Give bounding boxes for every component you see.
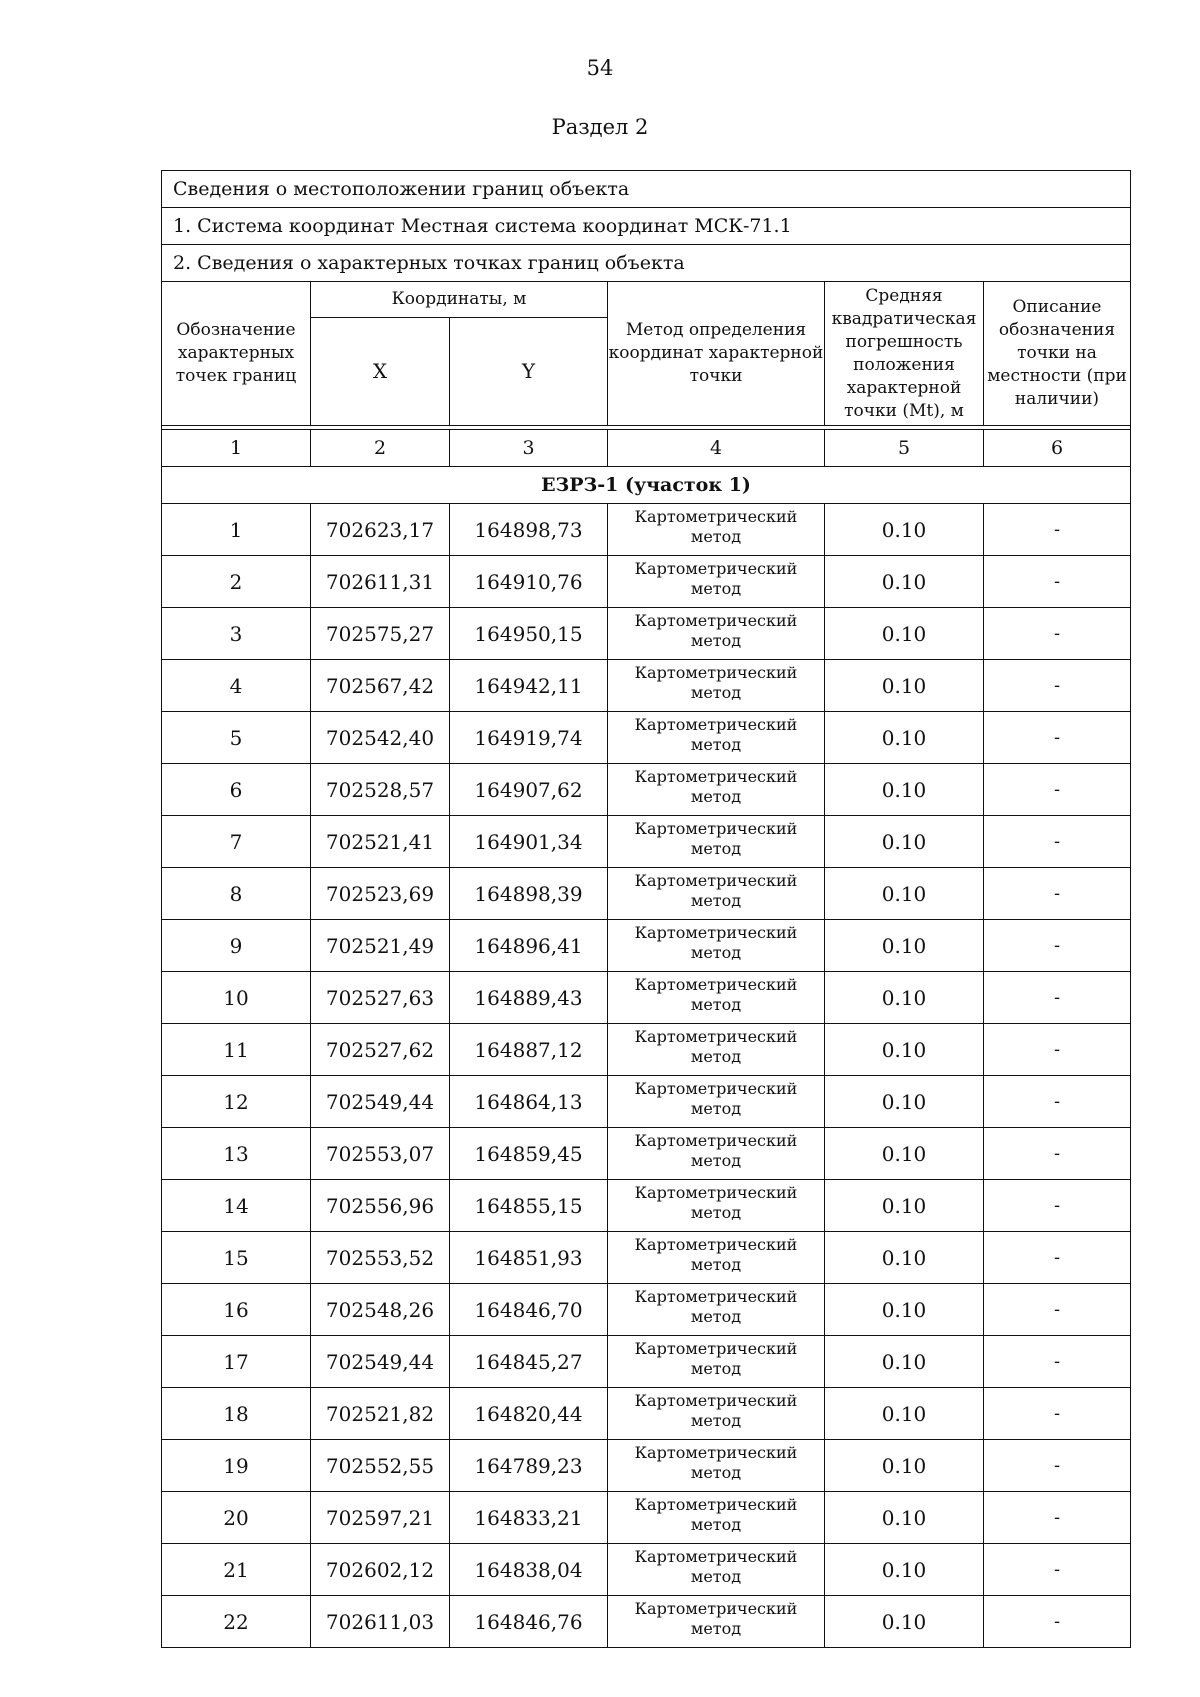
method-cell: Картометрический метод xyxy=(608,504,825,556)
method-cell: Картометрический метод xyxy=(608,556,825,608)
method-cell: Картометрический метод xyxy=(608,1180,825,1232)
description-cell: - xyxy=(984,868,1131,920)
y-coordinate-cell: 164901,34 xyxy=(450,816,608,868)
y-coordinate-cell: 164859,45 xyxy=(450,1128,608,1180)
description-cell: - xyxy=(984,1440,1131,1492)
header-x: X xyxy=(311,318,450,426)
table-row xyxy=(162,1388,1131,1440)
mean-error-cell: 0.10 xyxy=(825,868,984,920)
point-number-cell: 20 xyxy=(162,1492,311,1544)
page-number: 54 xyxy=(586,56,614,80)
point-number-cell: 1 xyxy=(162,504,311,556)
description-cell: - xyxy=(984,920,1131,972)
mean-error-cell: 0.10 xyxy=(825,1232,984,1284)
table-row xyxy=(162,556,1131,608)
method-cell: Картометрический метод xyxy=(608,1544,825,1596)
description-cell: - xyxy=(984,712,1131,764)
header-method: Метод определения координат характерной точки xyxy=(608,282,825,426)
point-number-cell: 11 xyxy=(162,1024,311,1076)
method-cell: Картометрический метод xyxy=(608,660,825,712)
mean-error-cell: 0.10 xyxy=(825,972,984,1024)
y-coordinate-cell: 164838,04 xyxy=(450,1544,608,1596)
column-number: 2 xyxy=(311,430,450,467)
description-cell: - xyxy=(984,1284,1131,1336)
x-coordinate-cell: 702523,69 xyxy=(311,868,450,920)
mean-error-cell: 0.10 xyxy=(825,712,984,764)
table-row xyxy=(162,1024,1131,1076)
info-coordinate-system: 1. Система координат Местная система координат МСК-71.1 xyxy=(162,208,1131,245)
y-coordinate-cell: 164896,41 xyxy=(450,920,608,972)
mean-error-cell: 0.10 xyxy=(825,1024,984,1076)
table-row xyxy=(162,972,1131,1024)
x-coordinate-cell: 702548,26 xyxy=(311,1284,450,1336)
point-number-cell: 9 xyxy=(162,920,311,972)
y-coordinate-cell: 164864,13 xyxy=(450,1076,608,1128)
mean-error-cell: 0.10 xyxy=(825,1076,984,1128)
x-coordinate-cell: 702623,17 xyxy=(311,504,450,556)
x-coordinate-cell: 702527,62 xyxy=(311,1024,450,1076)
table-row xyxy=(162,868,1131,920)
method-cell: Картометрический метод xyxy=(608,712,825,764)
info-location: Сведения о местоположении границ объекта xyxy=(162,171,1131,208)
mean-error-cell: 0.10 xyxy=(825,1388,984,1440)
y-coordinate-cell: 164789,23 xyxy=(450,1440,608,1492)
method-cell: Картометрический метод xyxy=(608,1388,825,1440)
x-coordinate-cell: 702527,63 xyxy=(311,972,450,1024)
method-cell: Картометрический метод xyxy=(608,920,825,972)
method-cell: Картометрический метод xyxy=(608,1024,825,1076)
y-coordinate-cell: 164950,15 xyxy=(450,608,608,660)
x-coordinate-cell: 702556,96 xyxy=(311,1180,450,1232)
table-row xyxy=(162,1492,1131,1544)
x-coordinate-cell: 702549,44 xyxy=(311,1076,450,1128)
mean-error-cell: 0.10 xyxy=(825,764,984,816)
column-number: 5 xyxy=(825,430,984,467)
description-cell: - xyxy=(984,1596,1131,1648)
y-coordinate-cell: 164820,44 xyxy=(450,1388,608,1440)
point-number-cell: 21 xyxy=(162,1544,311,1596)
y-coordinate-cell: 164942,11 xyxy=(450,660,608,712)
description-cell: - xyxy=(984,1544,1131,1596)
description-cell: - xyxy=(984,1180,1131,1232)
info-row-points xyxy=(162,245,1131,282)
description-cell: - xyxy=(984,608,1131,660)
section-title: Раздел 2 xyxy=(551,115,649,139)
point-number-cell: 7 xyxy=(162,816,311,868)
method-cell: Картометрический метод xyxy=(608,972,825,1024)
header-description: Описание обозначения точки на местности (при наличии) xyxy=(984,282,1131,426)
table-row xyxy=(162,1336,1131,1388)
x-coordinate-cell: 702552,55 xyxy=(311,1440,450,1492)
column-number-row xyxy=(162,430,1131,467)
point-number-cell: 19 xyxy=(162,1440,311,1492)
method-cell: Картометрический метод xyxy=(608,868,825,920)
x-coordinate-cell: 702542,40 xyxy=(311,712,450,764)
group-title: ЕЗРЗ-1 (участок 1) xyxy=(162,467,1131,504)
table-row xyxy=(162,712,1131,764)
point-number-cell: 4 xyxy=(162,660,311,712)
method-cell: Картометрический метод xyxy=(608,1232,825,1284)
table-row xyxy=(162,1232,1131,1284)
x-coordinate-cell: 702611,31 xyxy=(311,556,450,608)
table-row xyxy=(162,920,1131,972)
y-coordinate-cell: 164855,15 xyxy=(450,1180,608,1232)
mean-error-cell: 0.10 xyxy=(825,1180,984,1232)
description-cell: - xyxy=(984,972,1131,1024)
mean-error-cell: 0.10 xyxy=(825,816,984,868)
mean-error-cell: 0.10 xyxy=(825,1336,984,1388)
boundary-points-table xyxy=(161,170,1131,1648)
table-row xyxy=(162,1180,1131,1232)
info-row-location xyxy=(162,171,1131,208)
method-cell: Картометрический метод xyxy=(608,1076,825,1128)
mean-error-cell: 0.10 xyxy=(825,1492,984,1544)
mean-error-cell: 0.10 xyxy=(825,1544,984,1596)
table-row xyxy=(162,1596,1131,1648)
point-number-cell: 15 xyxy=(162,1232,311,1284)
mean-error-cell: 0.10 xyxy=(825,1128,984,1180)
y-coordinate-cell: 164898,73 xyxy=(450,504,608,556)
x-coordinate-cell: 702597,21 xyxy=(311,1492,450,1544)
column-number: 4 xyxy=(608,430,825,467)
point-number-cell: 16 xyxy=(162,1284,311,1336)
mean-error-cell: 0.10 xyxy=(825,1440,984,1492)
x-coordinate-cell: 702553,52 xyxy=(311,1232,450,1284)
table-row xyxy=(162,1544,1131,1596)
table-body xyxy=(162,171,1131,1648)
point-number-cell: 14 xyxy=(162,1180,311,1232)
description-cell: - xyxy=(984,1336,1131,1388)
description-cell: - xyxy=(984,764,1131,816)
method-cell: Картометрический метод xyxy=(608,764,825,816)
table-row xyxy=(162,1076,1131,1128)
header-y: Y xyxy=(450,318,608,426)
y-coordinate-cell: 164846,70 xyxy=(450,1284,608,1336)
point-number-cell: 18 xyxy=(162,1388,311,1440)
info-characteristic-points: 2. Сведения о характерных точках границ объекта xyxy=(162,245,1131,282)
point-number-cell: 13 xyxy=(162,1128,311,1180)
mean-error-cell: 0.10 xyxy=(825,504,984,556)
point-number-cell: 3 xyxy=(162,608,311,660)
point-number-cell: 10 xyxy=(162,972,311,1024)
table-row xyxy=(162,660,1131,712)
x-coordinate-cell: 702611,03 xyxy=(311,1596,450,1648)
description-cell: - xyxy=(984,1024,1131,1076)
y-coordinate-cell: 164910,76 xyxy=(450,556,608,608)
header-coordinates: Координаты, м xyxy=(311,282,608,318)
description-cell: - xyxy=(984,1388,1131,1440)
table-row xyxy=(162,608,1131,660)
column-number: 6 xyxy=(984,430,1131,467)
x-coordinate-cell: 702602,12 xyxy=(311,1544,450,1596)
y-coordinate-cell: 164846,76 xyxy=(450,1596,608,1648)
description-cell: - xyxy=(984,556,1131,608)
point-number-cell: 17 xyxy=(162,1336,311,1388)
y-coordinate-cell: 164889,43 xyxy=(450,972,608,1024)
y-coordinate-cell: 164919,74 xyxy=(450,712,608,764)
method-cell: Картометрический метод xyxy=(608,816,825,868)
method-cell: Картометрический метод xyxy=(608,1336,825,1388)
header-point-designation: Обозначение характерных точек границ xyxy=(162,282,311,426)
column-number: 1 xyxy=(162,430,311,467)
method-cell: Картометрический метод xyxy=(608,608,825,660)
header-row-top xyxy=(162,282,1131,318)
info-row-coordinate-system xyxy=(162,208,1131,245)
description-cell: - xyxy=(984,816,1131,868)
point-number-cell: 12 xyxy=(162,1076,311,1128)
y-coordinate-cell: 164898,39 xyxy=(450,868,608,920)
x-coordinate-cell: 702528,57 xyxy=(311,764,450,816)
table-row xyxy=(162,1128,1131,1180)
method-cell: Картометрический метод xyxy=(608,1492,825,1544)
group-row xyxy=(162,467,1131,504)
mean-error-cell: 0.10 xyxy=(825,556,984,608)
y-coordinate-cell: 164907,62 xyxy=(450,764,608,816)
description-cell: - xyxy=(984,1232,1131,1284)
table-row xyxy=(162,764,1131,816)
table-row xyxy=(162,816,1131,868)
table-row xyxy=(162,1440,1131,1492)
point-number-cell: 22 xyxy=(162,1596,311,1648)
y-coordinate-cell: 164851,93 xyxy=(450,1232,608,1284)
description-cell: - xyxy=(984,1076,1131,1128)
description-cell: - xyxy=(984,504,1131,556)
mean-error-cell: 0.10 xyxy=(825,660,984,712)
x-coordinate-cell: 702521,41 xyxy=(311,816,450,868)
column-number: 3 xyxy=(450,430,608,467)
header-mean-error: Средняя квадратическая погрешность положения характерной точки (Mt), м xyxy=(825,282,984,426)
x-coordinate-cell: 702567,42 xyxy=(311,660,450,712)
mean-error-cell: 0.10 xyxy=(825,1596,984,1648)
x-coordinate-cell: 702553,07 xyxy=(311,1128,450,1180)
point-number-cell: 8 xyxy=(162,868,311,920)
point-number-cell: 6 xyxy=(162,764,311,816)
mean-error-cell: 0.10 xyxy=(825,1284,984,1336)
method-cell: Картометрический метод xyxy=(608,1284,825,1336)
x-coordinate-cell: 702549,44 xyxy=(311,1336,450,1388)
description-cell: - xyxy=(984,660,1131,712)
y-coordinate-cell: 164833,21 xyxy=(450,1492,608,1544)
y-coordinate-cell: 164845,27 xyxy=(450,1336,608,1388)
x-coordinate-cell: 702521,49 xyxy=(311,920,450,972)
point-number-cell: 2 xyxy=(162,556,311,608)
x-coordinate-cell: 702521,82 xyxy=(311,1388,450,1440)
method-cell: Картометрический метод xyxy=(608,1440,825,1492)
x-coordinate-cell: 702575,27 xyxy=(311,608,450,660)
method-cell: Картометрический метод xyxy=(608,1128,825,1180)
mean-error-cell: 0.10 xyxy=(825,920,984,972)
table-row xyxy=(162,1284,1131,1336)
description-cell: - xyxy=(984,1128,1131,1180)
table-row xyxy=(162,504,1131,556)
y-coordinate-cell: 164887,12 xyxy=(450,1024,608,1076)
description-cell: - xyxy=(984,1492,1131,1544)
method-cell: Картометрический метод xyxy=(608,1596,825,1648)
mean-error-cell: 0.10 xyxy=(825,608,984,660)
point-number-cell: 5 xyxy=(162,712,311,764)
